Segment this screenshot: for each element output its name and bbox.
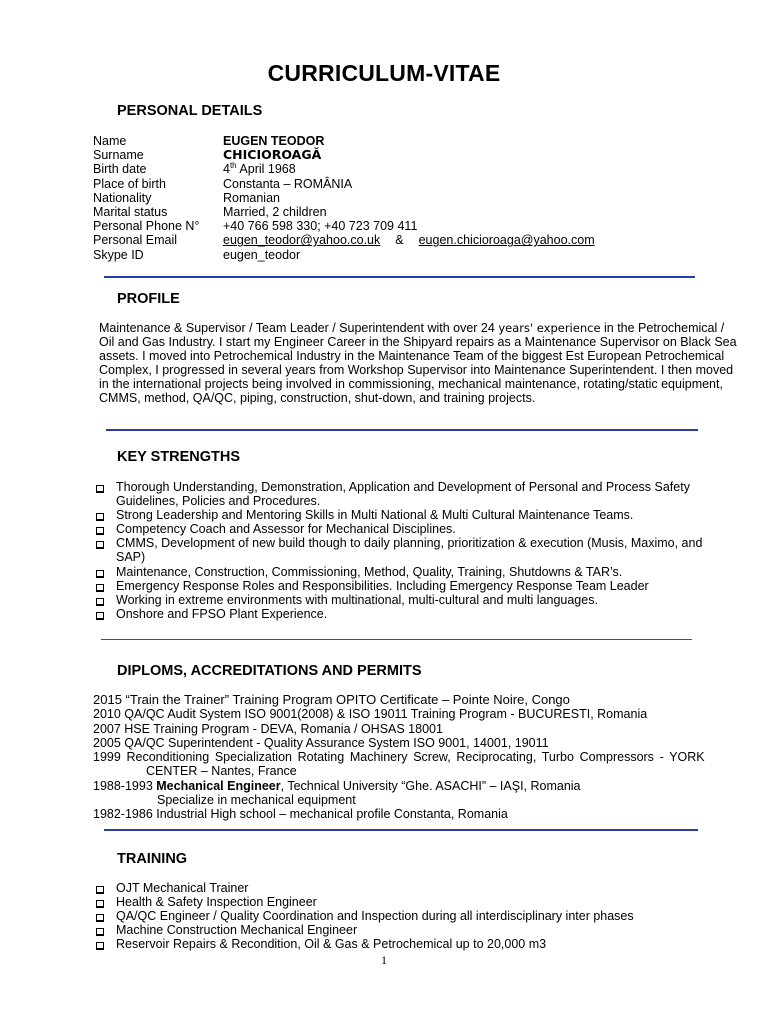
profile-heading: PROFILE	[117, 291, 180, 307]
section-divider	[101, 639, 692, 640]
training-list	[93, 881, 733, 951]
diplom-line: 1999 Reconditioning Specialization Rotating Machinery Screw, Reciprocating, Turbo Compressors - YORK	[93, 750, 705, 765]
detail-label: Nationality	[93, 190, 152, 205]
list-item	[93, 895, 733, 909]
detail-value-name: EUGEN TEODOR	[223, 134, 325, 148]
checkbox-bullet-icon	[96, 541, 104, 549]
detail-value-nationality: Romanian	[223, 190, 280, 205]
list-item-text: OJT Mechanical Trainer	[116, 881, 249, 895]
diplom-line: 2010 QA/QC Audit System ISO 9001(2008) & ISO 19011 Training Program - BUCURESTI, Romania	[93, 707, 648, 722]
diplom-line: 1982-1986 Industrial High school – mechanical profile Constanta, Romania	[93, 807, 508, 822]
profile-text-part-2: years' experience	[498, 321, 601, 335]
detail-label: Personal Email	[93, 233, 178, 248]
checkbox-bullet-icon	[96, 886, 104, 894]
page-number: 1	[381, 953, 387, 967]
checkbox-bullet-icon	[96, 485, 104, 493]
list-item	[93, 522, 728, 536]
profile-text	[99, 321, 739, 406]
list-item-text: Maintenance, Construction, Commissioning, Method, Quality, Training, Shutdowns & TAR’s.	[116, 564, 623, 579]
detail-value-marital-status: Married, 2 children	[223, 204, 327, 219]
list-item	[93, 937, 733, 951]
birth-day-suffix: th	[229, 161, 237, 171]
detail-label: Place of birth	[93, 176, 166, 191]
email-separator: &	[395, 233, 404, 248]
list-item-text: Working in extreme environments with multinational, multi-cultural and multi languages.	[116, 592, 598, 607]
list-item-text: QA/QC Engineer / Quality Coordination and Inspection during all interdisciplinary inter phases	[116, 909, 634, 924]
list-item	[93, 536, 728, 564]
detail-label: Marital status	[93, 204, 168, 219]
list-item-text: Strong Leadership and Mentoring Skills in Multi National & Multi Cultural Maintenance Teams.	[116, 508, 634, 523]
diplom-line-continued: CENTER – Nantes, France	[146, 764, 297, 779]
personal-details-heading: PERSONAL DETAILS	[117, 103, 263, 119]
checkbox-bullet-icon	[96, 527, 104, 535]
checkbox-bullet-icon	[96, 584, 104, 592]
detail-value-birth-date	[223, 162, 296, 176]
checkbox-bullet-icon	[96, 928, 104, 936]
diplom-line-continued: Specialize in mechanical equipment	[157, 793, 356, 808]
diplom-line: 2015 “Train the Trainer” Training Program OPITO Certificate – Pointe Noire, Congo	[93, 692, 570, 707]
section-divider	[106, 429, 698, 431]
diploms-heading: DIPLOMS, ACCREDITATIONS AND PERMITS	[117, 663, 422, 679]
profile-text-part-3: in the Petrochemical / Oil and Gas Industry. I start my Engineer Career in the Shipyard repairs as a Maintenance Supervisor on Black Sea assets. I moved into Petrochemical Industry in the Maintenance Team of the biggest Est European Petrochemical Complex, I progressed in several years from Workshop Supervisor into Maintenance Superintendent. I then moved in the international projects being involved in commissioning, mechanical maintenance, rotating/static equipment, CMMS, method, QA/QC, piping, construction, shut-down, and training projects.	[99, 321, 737, 406]
diplom-line: 2007 HSE Training Program - DEVA, Romania / OHSAS 18001	[93, 721, 443, 736]
key-strengths-heading: KEY STRENGTHS	[117, 449, 241, 465]
diploms-list	[93, 693, 743, 822]
list-item-text: Machine Construction Mechanical Engineer	[116, 923, 358, 938]
key-strengths-list	[93, 480, 728, 621]
diplom-year: 1988-1993	[93, 778, 157, 793]
training-heading: TRAINING	[117, 851, 188, 867]
checkbox-bullet-icon	[96, 942, 104, 950]
checkbox-bullet-icon	[96, 598, 104, 606]
diplom-line: 2005 QA/QC Superintendent - Quality Assurance System ISO 9001, 14001, 19011	[93, 735, 549, 750]
section-divider	[104, 829, 698, 831]
birth-month-year: April 1968	[236, 162, 296, 177]
document-title: CURRICULUM-VITAE	[267, 60, 501, 86]
detail-value-email	[223, 233, 595, 247]
list-item	[93, 881, 733, 895]
list-item	[93, 480, 728, 508]
list-item-text: CMMS, Development of new build though to daily planning, prioritization & execution (Musis, Maximo, and SAP)	[116, 536, 703, 565]
list-item-text: Reservoir Repairs & Recondition, Oil & Gas & Petrochemical up to 20,000 m3	[116, 937, 547, 952]
diplom-institution: , Technical University “Ghe. ASACHI” – IAŞI, Romania	[280, 778, 581, 793]
detail-value-place-of-birth: Constanta – ROMÂNIA	[223, 176, 353, 191]
list-item	[93, 565, 728, 579]
detail-label: Surname	[93, 148, 144, 163]
checkbox-bullet-icon	[96, 513, 104, 521]
diplom-degree: Mechanical Engineer	[156, 778, 281, 793]
detail-label: Name	[93, 134, 127, 148]
list-item	[93, 593, 728, 607]
profile-text-part-1: Maintenance & Supervisor / Team Leader / Superintendent with over 24	[99, 321, 499, 335]
list-item	[93, 607, 728, 621]
list-item	[93, 923, 733, 937]
list-item-text: Health & Safety Inspection Engineer	[116, 895, 317, 910]
diplom-line	[93, 779, 743, 793]
email-link-2[interactable]: eugen.chicioroaga@yahoo.com	[418, 233, 595, 248]
list-item	[93, 909, 733, 923]
checkbox-bullet-icon	[96, 570, 104, 578]
list-item	[93, 508, 728, 522]
list-item-text: Onshore and FPSO Plant Experience.	[116, 606, 328, 621]
detail-value-surname: CHICIOROAGĂ	[223, 147, 322, 163]
checkbox-bullet-icon	[96, 914, 104, 922]
checkbox-bullet-icon	[96, 612, 104, 620]
email-link-1[interactable]: eugen_teodor@yahoo.co.uk	[223, 233, 381, 248]
detail-label: Skype ID	[93, 247, 144, 262]
section-divider	[104, 276, 695, 278]
list-item-text: Competency Coach and Assessor for Mechanical Disciplines.	[116, 522, 456, 537]
list-item-text: Thorough Understanding, Demonstration, Application and Development of Personal and Process Safety Guidelines, Policies and Procedures.	[116, 480, 690, 509]
detail-label: Personal Phone N°	[93, 219, 200, 234]
detail-value-skype: eugen_teodor	[223, 247, 301, 262]
checkbox-bullet-icon	[96, 900, 104, 908]
list-item-text: Emergency Response Roles and Responsibilities. Including Emergency Response Team Leader	[116, 578, 649, 593]
detail-label: Birth date	[93, 162, 147, 177]
detail-value-phone: +40 766 598 330; +40 723 709 411	[223, 219, 418, 234]
list-item	[93, 579, 728, 593]
birth-day: 4	[223, 162, 230, 177]
